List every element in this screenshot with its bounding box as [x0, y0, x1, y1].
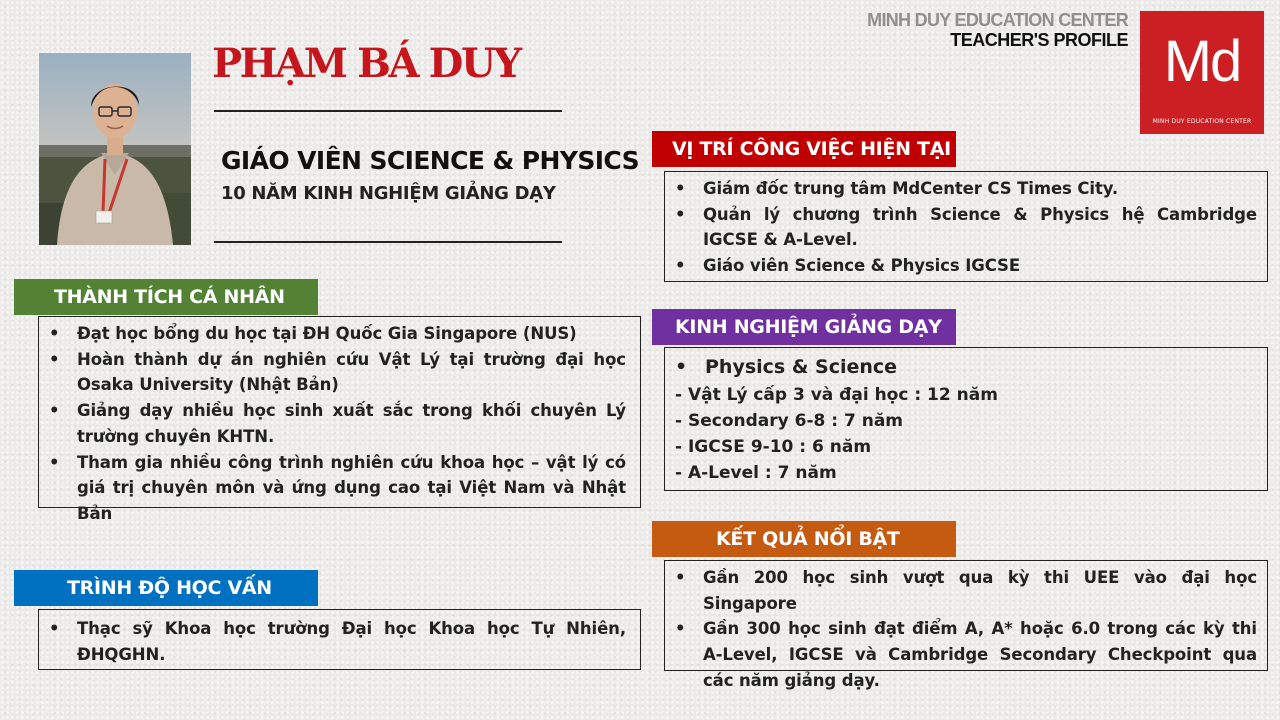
list-item: • Giáo viên Science & Physics IGCSE [665, 253, 1257, 279]
teaching-experience-header: KINH NGHIỆM GIẢNG DẠY [652, 309, 956, 345]
teacher-name: PHẠM BÁ DUY [212, 40, 520, 87]
education-header: TRÌNH ĐỘ HỌC VẤN [14, 570, 318, 606]
achievements-header: THÀNH TÍCH CÁ NHÂN [14, 279, 318, 315]
experience-lines [665, 382, 1257, 486]
experience-line: - IGCSE 9-10 : 6 năm [675, 437, 872, 457]
list-item: • Thạc sỹ Khoa học trường Đại học Khoa học Tự Nhiên, ĐHQGHN. [39, 616, 626, 667]
results-box [664, 560, 1268, 690]
list-item: • Giám đốc trung tâm MdCenter CS Times City. [665, 176, 1257, 202]
list-item: • Hoàn thành dự án nghiên cứu Vật Lý tại trường đại học Osaka University (Nhật Bản) [39, 347, 626, 398]
list-item: • Gần 300 học sinh đạt điểm A, A* hoặc 6.0 trong các kỳ thi A-Level, IGCSE và Cambridge Secondary Checkpoint qua các năm giảng dạy. [665, 616, 1257, 693]
list-item: • Quản lý chương trình Science & Physics hệ Cambridge IGCSE & A-Level. [665, 202, 1257, 253]
list-item: • Đạt học bổng du học tại ĐH Quốc Gia Singapore (NUS) [39, 321, 626, 347]
current-position-box [664, 171, 1268, 282]
achievements-list [39, 321, 626, 527]
logo-mark: Md [1163, 29, 1241, 94]
divider-bottom [214, 241, 562, 243]
achievements-box [38, 316, 641, 523]
experience-line: - Secondary 6-8 : 7 năm [675, 411, 904, 431]
teacher-photo [39, 53, 191, 245]
logo-subtext: MINH DUY EDUCATION CENTER [1152, 118, 1252, 125]
experience-line: - Vật Lý cấp 3 và đại học : 12 năm [675, 385, 998, 405]
list-item: • Giảng dạy nhiều học sinh xuất sắc trong khối chuyên Lý trường chuyên KHTN. [39, 398, 626, 449]
teacher-subject: GIÁO VIÊN SCIENCE & PHYSICS [221, 146, 640, 175]
center-logo [1140, 11, 1264, 134]
teaching-experience-box [664, 347, 1268, 491]
results-list [665, 565, 1257, 694]
current-position-list [665, 176, 1257, 279]
teacher-experience-years: 10 NĂM KINH NGHIỆM GIẢNG DẠY [221, 183, 556, 204]
education-box [38, 609, 641, 670]
org-name: MINH DUY EDUCATION CENTER [867, 10, 1128, 30]
list-item: • Gần 200 học sinh vượt qua kỳ thi UEE vào đại học Singapore [665, 565, 1257, 616]
current-position-header: VỊ TRÍ CÔNG VIỆC HIỆN TẠI [652, 131, 956, 167]
divider-top [214, 110, 562, 112]
profile-label: TEACHER'S PROFILE [950, 30, 1128, 50]
experience-line: - A-Level : 7 năm [675, 463, 837, 483]
experience-subject-heading: • Physics & Science [665, 352, 1257, 382]
results-header: KẾT QUẢ NỔI BẬT [652, 521, 956, 557]
list-item: • Tham gia nhiều công trình nghiên cứu khoa học – vật lý có giá trị chuyên môn và ứng dụng cao tại Việt Nam và Nhật Bản [39, 450, 626, 527]
education-list [39, 616, 626, 667]
